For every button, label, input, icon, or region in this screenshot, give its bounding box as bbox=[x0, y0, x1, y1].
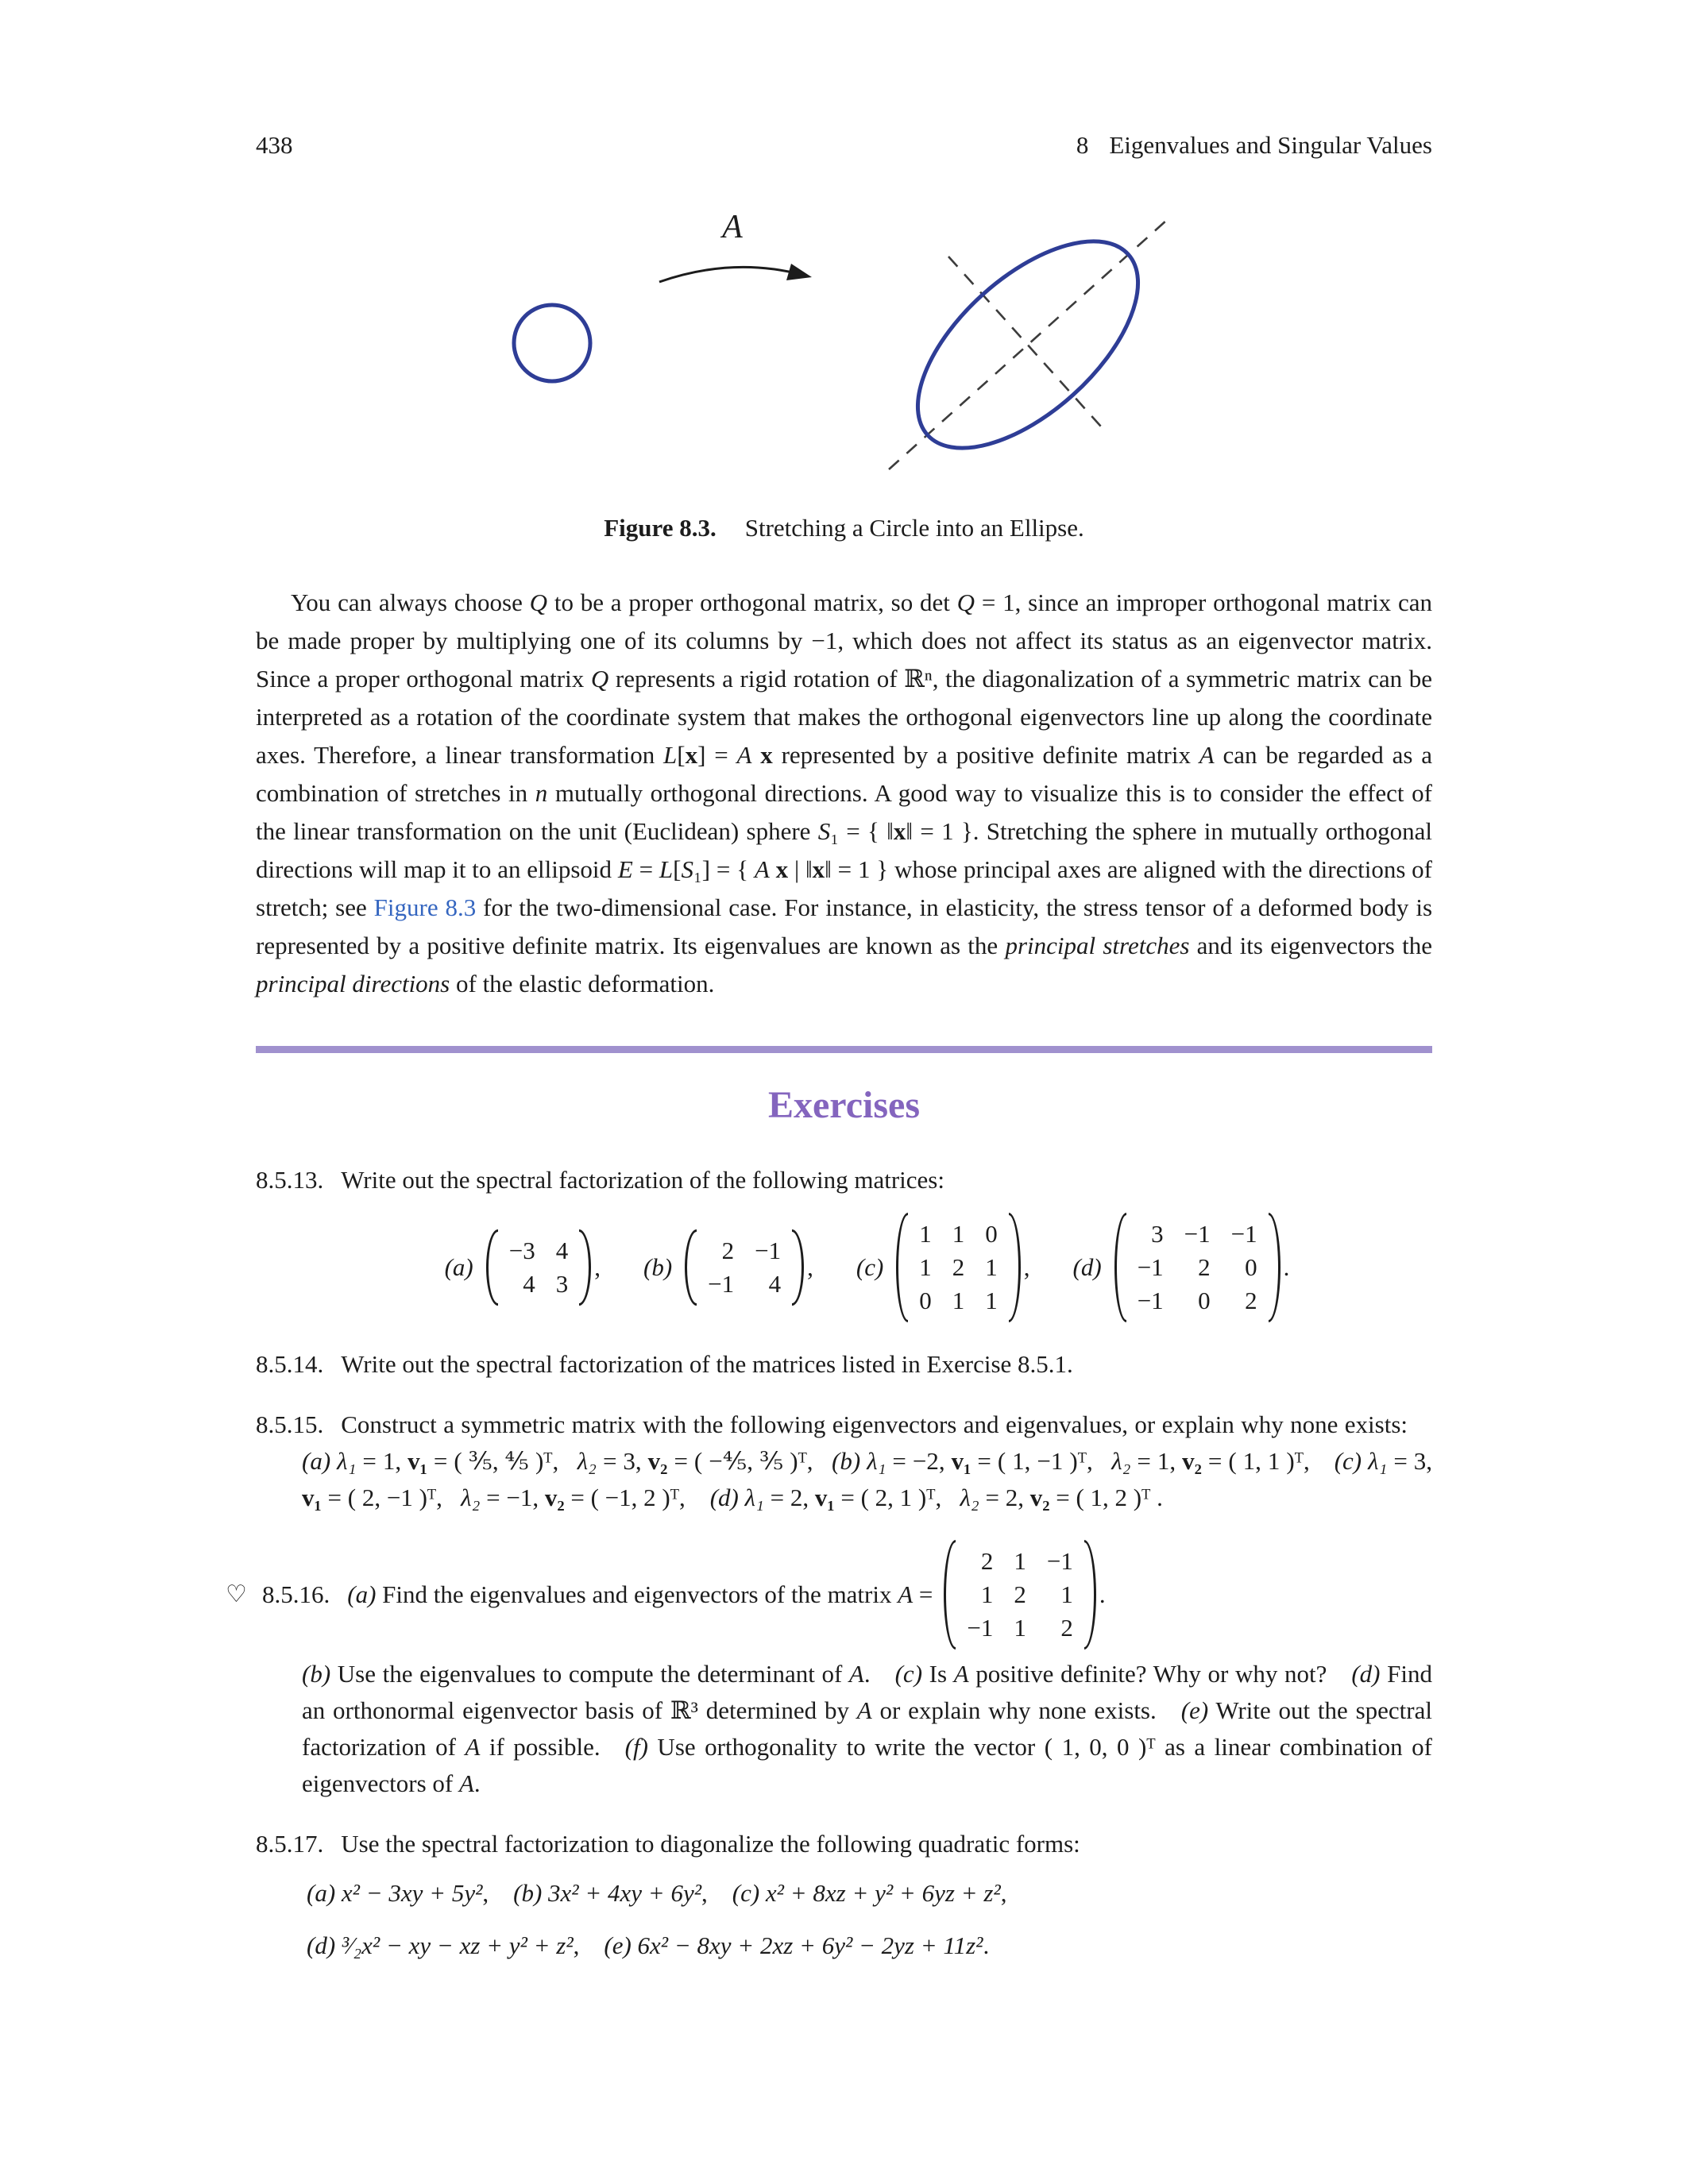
exercises-heading: Exercises bbox=[767, 1084, 921, 1126]
stretched-ellipse bbox=[883, 204, 1173, 485]
separator: , bbox=[807, 1253, 813, 1281]
matrix-a: −3 4 4 3 bbox=[486, 1229, 591, 1306]
principal-axis-minor bbox=[948, 257, 1107, 434]
separator: . bbox=[1099, 1580, 1106, 1608]
body-paragraph: You can always choose Q to be a proper orthogonal matrix, so det Q = 1, since an improper orthogonal matrix can be made proper by multiplying one of its columns by −1, which does not affect its status as an eigenvector matrix. Since a proper orthogonal matrix Q represents a rigid rotation of ℝⁿ, the diagonalization of a symmetric matrix can be interpreted as a rotation of the coordinate system that makes the orthogonal eigenvectors line up along the coordinate axes. Therefore, a linear transformation L[x] = A x represented by a positive definite matrix A can be regarded as a combination of stretches in n mutually orthogonal directions. A good way to visualize this is to consider the effect of the linear transformation on the unit (Euclidean) sphere S₁ = { ‖x‖ = 1 }. Stretching the sphere in mutually orthogonal directions will map it to an ellipsoid E = L[S₁] = { A x | ‖x‖ = 1 } whose principal axes are aligned with the directions of stretch; see Figure 8.3 for the two-dimensional case. For instance, in elasticity, the stress tensor of a deformed body is represented by a positive definite matrix. Its eigenvalues are known as the principal stretches and its eigenvectors the principal directions of the elastic deformation. bbox=[256, 588, 1433, 997]
part-label: (d) bbox=[1072, 1253, 1102, 1281]
separator: , bbox=[1023, 1253, 1030, 1281]
page-number: 438 bbox=[256, 131, 293, 159]
exercise-8-5-15 bbox=[256, 1406, 1432, 1516]
arrow-label: A bbox=[722, 209, 743, 245]
figure-caption-text: Stretching a Circle into an Ellipse. bbox=[744, 514, 1084, 542]
separator: , bbox=[594, 1253, 601, 1281]
page-header bbox=[256, 0, 1432, 160]
exercise-8-5-14 bbox=[256, 1346, 1432, 1383]
exercise-text: Construct a symmetric matrix with the following eigenvectors and eigenvalues, or explain why none exists: (a) λ₁ = 1, v₁ = ( ⅗, ⅘ )ᵀ, λ₂ = 3, v₂ = ( −⅘, ⅗ )ᵀ, (b) λ₁ = −2, v₁ = ( 1, −1 )ᵀ, λ₂ = 1, v₂ = ( 1, 1 )ᵀ, (c) λ₁ = 3, v₁ = ( 2, −1 )ᵀ, λ₂ = −1, v₂ = ( −1, 2 )ᵀ, (d) λ₁ = 2, v₁ = ( 2, 1 )ᵀ, λ₂ = 2, v₂ = ( 1, 2 )ᵀ . bbox=[302, 1410, 1433, 1511]
unit-circle bbox=[514, 305, 590, 381]
running-header bbox=[1076, 131, 1432, 160]
figure-caption bbox=[256, 514, 1432, 542]
heart-icon: ♡ bbox=[226, 1580, 247, 1608]
quadratic-forms-line-2: (d) ³⁄₂x² − xy − xz + y² + z², (e) 6x² − 8xy + 2xz + 6y² − 2yz + 11z². bbox=[307, 1931, 990, 1959]
exercise-intro: Write out the spectral factorization of the following matrices: bbox=[341, 1166, 944, 1194]
exercise-8-5-13 bbox=[256, 1162, 1432, 1322]
matrix-row bbox=[302, 1213, 1432, 1322]
part-label: (b) bbox=[643, 1253, 673, 1281]
exercise-body: (b) Use the eigenvalues to compute the determinant of A. (c) Is A positive definite? Why or why not? (d) Find an orthonormal eigenvector basis of ℝ³ determined by A or explain why none exists. (e) Write out the spectral factorization of A if possible. (f) Use orthogonality to write the vector ( 1, 0, 0 )ᵀ as a linear combination of eigenvectors of A. bbox=[302, 1660, 1432, 1797]
figure-8-3-link[interactable]: Figure 8.3 bbox=[373, 893, 477, 921]
part-label: (c) bbox=[856, 1253, 884, 1281]
matrix-b: 2 −1 −1 4 bbox=[685, 1229, 804, 1306]
exercise-8-5-17 bbox=[256, 1826, 1432, 1967]
matrix-part-d bbox=[1073, 1213, 1290, 1322]
exercise-number: 8.5.17. bbox=[256, 1830, 324, 1858]
exercise-number: 8.5.14. bbox=[256, 1350, 324, 1378]
chapter-number: 8 bbox=[1076, 131, 1089, 159]
exercise-8-5-16 bbox=[226, 1540, 1432, 1802]
exercise-intro: Use the spectral factorization to diagonalize the following quadratic forms: bbox=[341, 1830, 1080, 1858]
matrix-part-b bbox=[643, 1229, 813, 1306]
figure-8-3-graphic bbox=[256, 180, 1432, 506]
exercise-number: 8.5.13. bbox=[256, 1166, 324, 1194]
exercise-text: Write out the spectral factorization of the matrices listed in Exercise 8.5.1. bbox=[341, 1350, 1073, 1378]
matrix-d: 3 −1 −1 −1 2 0 −1 0 2 bbox=[1114, 1213, 1280, 1322]
arrowhead-icon bbox=[786, 264, 812, 280]
page-content bbox=[226, 0, 1433, 1967]
transform-arrow bbox=[659, 267, 802, 282]
matrix-part-a bbox=[445, 1229, 601, 1306]
part-label: (a) bbox=[444, 1253, 473, 1281]
matrix-part-c bbox=[856, 1213, 1030, 1322]
exercises-section bbox=[226, 1162, 1433, 1967]
principal-axis-major bbox=[889, 220, 1167, 469]
chapter-title: Eigenvalues and Singular Values bbox=[1109, 131, 1432, 159]
separator: . bbox=[1283, 1253, 1290, 1281]
matrix-A: 2 1 −1 1 2 1 −1 1 2 bbox=[944, 1540, 1095, 1650]
exercise-number: 8.5.16. bbox=[262, 1580, 330, 1608]
exercise-first-line bbox=[226, 1540, 1432, 1650]
exercise-lead: (a) Find the eigenvalues and eigenvectors of the matrix A = bbox=[347, 1580, 933, 1608]
exercise-number: 8.5.15. bbox=[256, 1410, 324, 1438]
section-rule bbox=[256, 1046, 1432, 1053]
matrix-c: 1 1 0 1 2 1 0 1 1 bbox=[896, 1213, 1021, 1322]
figure-caption-label: Figure 8.3. bbox=[604, 514, 717, 542]
quadratic-forms-line-1: (a) x² − 3xy + 5y², (b) 3x² + 4xy + 6y², (c) x² + 8xz + y² + 6yz + z², bbox=[307, 1879, 1007, 1907]
